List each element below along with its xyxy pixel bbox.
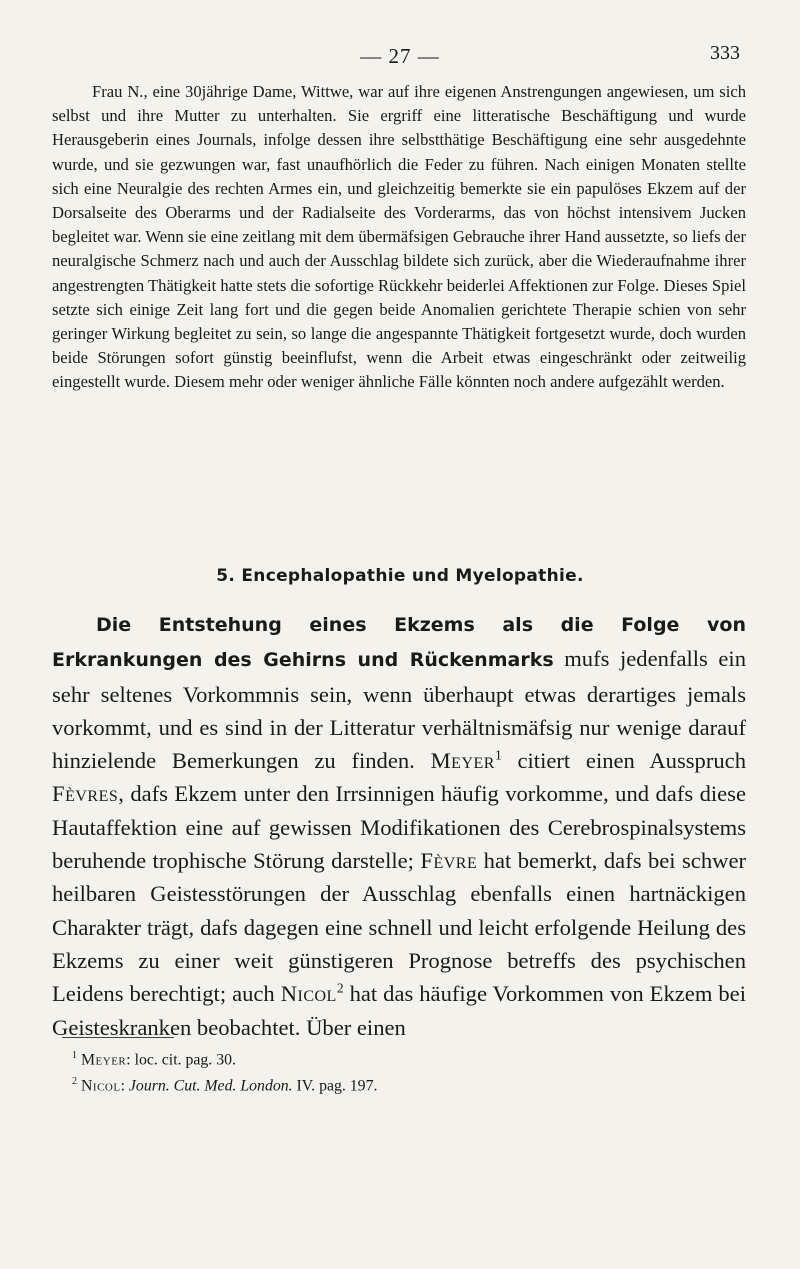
- text-segment: mufs jedenfalls ein sehr seltenes Vorkommnis sein, wenn überhaupt etwas derartiges jemals vorkommt, und es sind in der Litteratur verhältnismäfsig nur wenige darauf hinzielende Bemerkungen zu finden.: [52, 646, 747, 774]
- footnote-text: IV. pag. 197.: [292, 1077, 378, 1095]
- main-paragraph: [52, 607, 746, 1044]
- text-segment: citiert einen Ausspruch: [501, 748, 746, 774]
- footnote-ref[interactable]: 1: [494, 747, 502, 763]
- footnote-journal: Journ. Cut. Med. London.: [128, 1077, 293, 1095]
- case-report-paragraph: Frau N., eine 30jährige Dame, Wittwe, war auf ihre eigenen Anstrengungen angewiesen, um sich selbst und ihre Mutter zu unterhalten. Sie ergriff eine litteratische Beschäftigung und wurde Herausgeberin eines Journals, infolge dessen ihre selbstthätige Beschäftigung eine sehr ausgedehnte wurde, und sie gezwungen war, fast unaufhörlich die Feder zu führen. Nach einigen Monaten stellte sich eine Neuralgie des rechten Armes ein, und gleichzeitig bemerkte sie ein papulöses Ekzem auf der Dorsalseite des Oberarms und der Radialseite des Vorderarms, das von höchst intensivem Jucken begleitet war. Wenn sie eine zeitlang mit dem übermäfsigen Gebrauche ihrer Hand aussetzte, so liefs der neuralgische Schmerz nach und auch der Ausschlag bildete sich zurück, aber die Wiederaufnahme ihrer angestrengten Thätigkeit hatte stets die sofortige Rückkehr beiderlei Affektionen zur Folge. Dieses Spiel setzte sich einige Zeit lang fort und die gegen beide Anomalien gerichtete Therapie schien von sehr geringer Wirkung begleitet zu sein, so lange die angespannte Thätigkeit fortgesetzt wurde, doch wurden beide Störungen sofort günstig beeinflufst, wenn die Arbeit etwas eingeschränkt oder zeitweilig eingestellt wurde. Diesem mehr oder weniger ähnliche Fälle könnten noch andere aufgezählt werden.: [52, 82, 746, 392]
- page-number-center: — 27 —: [360, 44, 440, 68]
- footnote-number: 2: [72, 1076, 77, 1088]
- footnote-divider: [62, 1037, 174, 1038]
- text-segment: hat bemerkt, dafs bei schwer heilbaren Geistesstörungen der Ausschlag ebenfalls einen hartnäckigen Charakter trägt, dafs dagegen eine schnell und leicht erfolgende Heilung des Ekzems zu einer weit günstigeren Prognose betreffs des psychischen Leidens berechtigt; auch: [52, 848, 747, 1007]
- footnote-author: Nicol: [81, 1077, 121, 1095]
- footnote-ref[interactable]: 2: [336, 980, 344, 996]
- footnote-separator: :: [120, 1077, 129, 1095]
- main-text-block: [52, 607, 746, 1044]
- footnotes: [62, 1045, 742, 1098]
- author-name: Fèvre: [420, 848, 478, 874]
- case-report-block: [52, 80, 746, 395]
- emphasized-lead: Die Entstehung eines Ekzems als die Folge von Erkrankungen des Gehirns und Rückenmarks: [52, 614, 746, 672]
- running-head: [60, 40, 740, 70]
- text-segment: hat das häufige Vorkommen von Ekzem bei Geisteskranken beobachtet. Über einen: [52, 981, 746, 1040]
- footnote-number: 1: [72, 1050, 77, 1061]
- footnote-item: [62, 1071, 742, 1097]
- author-name: Meyer: [430, 748, 495, 774]
- author-name: Fèvres: [52, 781, 119, 807]
- footnote-text: : loc. cit. pag. 30.: [126, 1051, 236, 1069]
- page-number-right: 333: [710, 42, 740, 64]
- footnote-item: [62, 1045, 742, 1071]
- author-name: Nicol: [280, 981, 337, 1007]
- footnote-author: Meyer: [81, 1051, 127, 1069]
- section-heading: 5. Encephalopathie und Myelopathie.: [216, 566, 584, 586]
- text-segment: , dafs Ekzem unter den Irrsinnigen häufig vorkomme, und dafs diese Hautaffektion eine auf gewissen Modifikationen des Cerebrospinalsystems beruhende trophische Störung darstelle;: [52, 781, 746, 874]
